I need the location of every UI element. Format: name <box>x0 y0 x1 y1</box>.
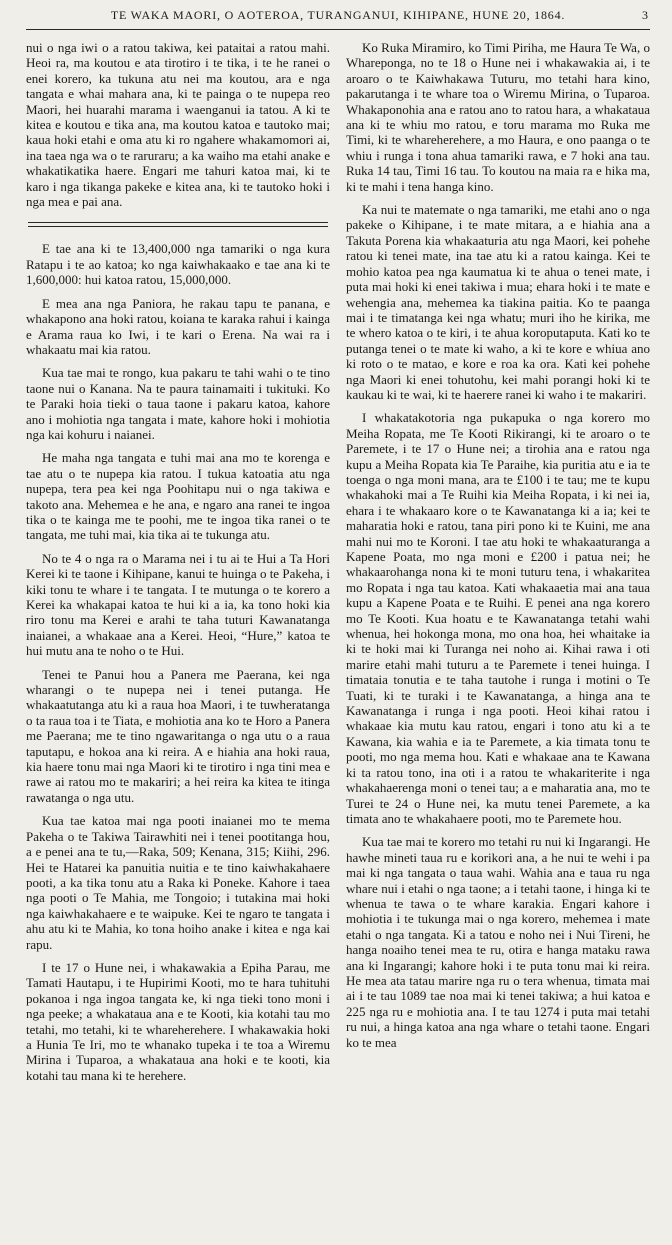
page-number: 3 <box>642 8 648 22</box>
paragraph: Kua tae mai te korero mo tetahi ru nui ki Ingarangi. He hawhe mineti taua ru e korikori ana, a he nui te wehi i pa mai ki nga tangata o taua wahi. Wahia ana e taua ru nga whare nui i etahi o nga taone; a i tetahi taone, i hinga ki te whenua te tawa o te whare karakia. Engari kahore i mohiotia i te tukunga mai o nga korero, mehemea i mate etahi o nga tangata. Ki a tatou e noho nei i Nui Tireni, he hanga noaiho tenei mea te ru, otira e hanga mataku rawa ana ki Ingarangi; kahore hoki i te puta tonu mai ki reira. He mea ata tatau marire nga ru o tera whenua, timata mai ai i te tau 1089 tae noa mai ki tenei takiwa; a hui katoa e 225 nga ru e mohiotia ana. I te tau 1274 i puta mai tetahi ru nui, a hinga katoa ana nga whare o tetahi taone. Engari ko te mea <box>346 834 650 1050</box>
paragraph: Ka nui te matemate o nga tamariki, me etahi ano o nga pakeke o Kihipane, i te mate mitara, a e hiahia ana a Takuta Porena kia whakaaturia atu nga Maori, kei pohehe ratou ki tenei mate, ina tae atu ki a ratou kainga. Kei te mohio katoa pea nga kaumatua ki te ahua o tenei mate, i puta mai hoki ki enei takiwa i mua; ehara hoki i te mate e wehengia ana, mehemea ka tiakina paitia. Ko te paanga mai i te timatanga kei nga whatu; muri iho he kirika, me te whero katoa o te kiri, i te ahua koroputaputa. Kati ko te putanga tenei o te mate ki waho, a ki te kore e whiua ano ki roto o te matao, e kore e roa ka ora. Kati kei pohehe nga Maori ki enei tohutohu, kei mahi porangi hoki ki te kaukau ki te wai, ki te haerere ranei ki waho i te makariri. <box>346 202 650 402</box>
paragraph: He maha nga tangata e tuhi mai ana mo te korenga e tae atu o te nupepa kia ratou. I tukua katoatia atu nga nupepa, tera pea kei nga Poohitapu nui o nga takiwa e takoto ana. Mehemea e he ana, e ngaro ana ranei te ingoa tika o te kainga me te poohi, me te ingoa tika ranei o te tangata, me tuhi mai, kia tika ai te tukunga atu. <box>26 450 330 543</box>
paragraph: Tenei te Panui hou a Panera me Paerana, kei nga wharangi o te nupepa nei i tenei putanga. He whakaatutanga atu ki a raua hoa Maori, i te tuwheratanga o ta raua toa i te Tiata, e mohiotia ana ko te Horo a Panera me Paerana; me te tino ngawaritanga o nga utu o a raua taputapu, e hokoa ana ki reira. A e hiahia ana hoki raua, kia haere tonu mai nga Maori ki te tirotiro i nga tini mea e rawe ai ratou mo te makariri; a hei reira ka kitea te itinga rawatanga o nga utu. <box>26 666 330 805</box>
paragraph: E tae ana ki te 13,400,000 nga tamariki o nga kura Ratapu i te ao katoa; ko nga kaiwhakaako e tae ana ki te 1,600,000: hui katoa ratou, 15,000,000. <box>26 241 330 288</box>
paragraph: Ko Ruka Miramiro, ko Timi Piriha, me Haura Te Wa, o Whareponga, no te 18 o Hune nei i whakawakia ai, i te aroaro o te Kaiwhakawa Tuturu, mo tetahi hara kino, pakarutanga i te whare toa o Wiremu Mirina, o Tuparoa. Whakaponohia ana e ratou ano to ratou hara, a whakataua ana ki te whiu mo ratou, e toru marama mo Ruka me Timi, ki te whareherehere, a mo Haura, e ono paanga o te whiu i runga i tona ahua tamariki rawa, e 7 hoki ana tau. Ruka 14 tau, Timi 16 tau. To koutou na maia ra e hika ma, ki te mahi i tena hanga kino. <box>346 40 650 194</box>
paragraph: Kua tae katoa mai nga pooti inaianei mo te mema Pakeha o te Takiwa Tairawhiti nei i tenei pootitanga hou, a e penei ana te tu,—Raka, 509; Kenana, 315; Kiihi, 296. Hei te Hatarei ka panuitia nuitia e te tino kaiwhakahaere pooti, a ka tika tonu atu a Raka ki Poneke. Kahore i taea nga pooti o Te Mahia, me Tongoio; i tutakina mai hoki nga kaiwhakahaere e te waipuke. Kei te ngaro te tangata i ahu atu ki te Mahia, ko tona hoiho anake i kitea e nga kai rapu. <box>26 813 330 952</box>
paragraph: I te 17 o Hune nei, i whakawakia a Epiha Parau, me Tamati Hautapu, i te Hupirimi Kooti, mo te hara tuhituhi pokanoa i nga ingoa tangata ke, ki nga tieki tono moni i nga peeke; a whakataua ana e te Kooti, kia kotahi tau mo tetahi, mo tetahi, ki te whareherehere. I whakawakia hoki a Hunia Te Iri, mo te whanako tupeka i te toa a Wiremu Mirina i Tuparoa, a whakataua ana hoki e te kooti, kia kotahi tau mana ki te herehere. <box>26 959 330 1083</box>
page-header <box>26 8 650 26</box>
paragraph: No te 4 o nga ra o Marama nei i tu ai te Hui a Ta Hori Kerei ki te taone i Kihipane, kanui te huinga o te Pakeha, i kiki tonu te whare i te tangata. I te mutunga o te korero a Kerei ka whakapai katoa te hui ki a ia, ka tono hoki kia riro tonu ma Kerei e arahi te taha tuturi Kawanatanga inaianei, a whakaae ana a Kerei. Heoi, “Hure,” katoa te hui mutu ana te noho o te Hui. <box>26 550 330 659</box>
paragraph: Kua tae mai te rongo, kua pakaru te tahi wahi o te tino taone nui o Kanana. Na te paura tainamaiti i tukituki. Ko te Paraki hoia tieki o taua taone i pakaru katoa, kahore ano i mohiotia nga tangata i mate, kahore hoki i mohiotia nga kai kohuru i naianei. <box>26 365 330 442</box>
left-column <box>26 40 330 1091</box>
paragraph: nui o nga iwi o a ratou takiwa, kei pataitai a ratou mahi. Heoi ra, ma koutou e ata tirotiro i te tika, i te he ranei o enei korero, ka tukuna atu nei ma koutou, ara e nga tangata e whai mahara ana, ki te painga o te nupepa reo Maori, hei huarahi marama i waenganui ia tatou. A ki te kitea e koutou e tika ana, ma koutou katoa e tautoko mai; kaua hoki etahi e oma atu ki ro ngahere whakamomori ai, ina taea nga wa o te raruraru; a ka waiho ma etahi anake e whakatikatika haere. Engari me tahuri katoa mai, ki te karo i nga tikanga pakeke e kitea ana, ki te tautoko hoki i nga mea e pai ana. <box>26 40 330 210</box>
newspaper-title: TE WAKA MAORI, O AOTEROA, TURANGANUI, KIHIPANE, HUNE 20, 1864. <box>110 8 566 22</box>
right-column <box>346 40 650 1091</box>
section-divider <box>28 222 328 227</box>
header-rule <box>26 29 650 30</box>
paragraph: E mea ana nga Paniora, he rakau tapu te panana, e whakapono ana hoki ratou, koiana te karaka rahui i kainga e Arama raua ko Iwi, i te kari o Erena. Na wai ra i whakaatu mai kia ratou. <box>26 295 330 357</box>
paragraph: I whakatakotoria nga pukapuka o nga korero mo Meiha Ropata, me Te Kooti Rikirangi, ki te aroaro o te Paremete, i te 17 o Hune nei; a tirohia ana e ratou nga kupu a Meiha Ropata kia Te Paraihe, kia puritia atu e ia te toenga o nga moni mana, ara te £100 i te tau; me te kupu whakahoki mai a Te Ruihi kia Meiha Ropata, i ki nei ia, ehara i te whakaaro kore o te Kawanatanga ki a ia; kei te maharatia hoki e ratou, tana piri pono ki te Kuini, me ana mahi nui mo te Koroni. I tae atu hoki te whakaaturanga a Kapene Poata, mo nga moni e £200 i patua nei; he whakaarohanga nona ki te moni tuturu tena, i whakaritea mo Ropata i nga tau katoa. Kati whakaaetia mai ana taua kupu a Kapene Poata e te Ruihi. E penei ana nga korero mo Te Kooti. Kua hoatu e te Kawanatanga tetahi wahi whenua, hei hokonga mona, mo ona hoa, hei whaitake ia ki te hoki mai ki Turanga nei noho ai. Kihai rawa i oti marire etahi mahi tuturu a te Paremete i tenei huinga. I timataia tonutia e te taha tautohe i runga i motini o Te Tuati, ki te turaki i te Kawanatanga, a hinga ana te Kawanatanga i runga i nga pooti. Heoi kihai ratou i whakaae kia mutu kau ratou, engari i tono atu ki a te Kawana, kia wahia e ia te Paremete, a kia timata tonu te pooti, mo nga mema hou. Kati e whakaae ana te Kawana ki ta ratou tono, ina oti i a ratou te whakariterite i nga whakahaerenga moni o tenei tau; a e maharatia ana, mo te Turei te 24 o Hune nei, ka mutu tenei Paremete, a ka timata ano te whakahaere pooti, mo te Paremete hou. <box>346 410 650 826</box>
text-columns <box>26 40 650 1091</box>
